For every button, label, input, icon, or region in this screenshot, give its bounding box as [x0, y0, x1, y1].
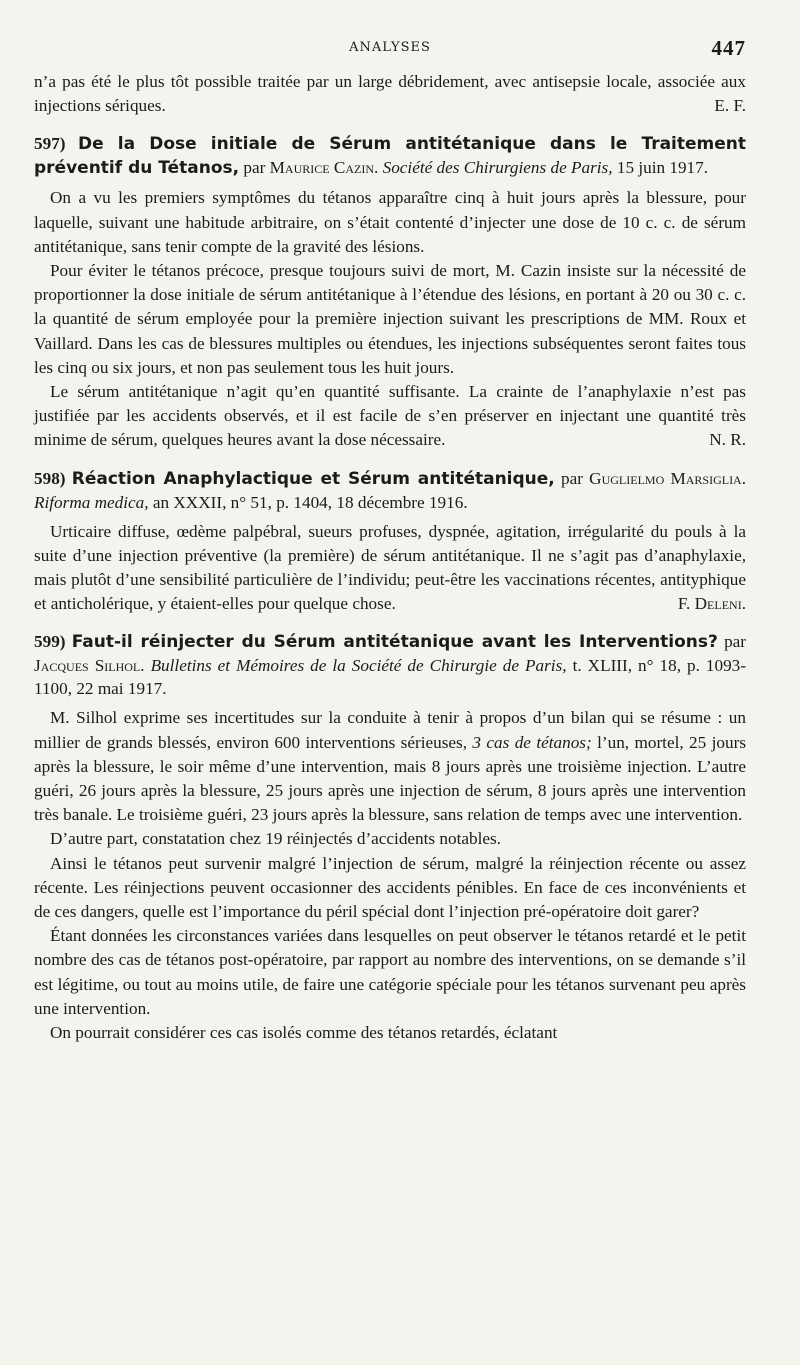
signature: F. Deleni.: [677, 594, 746, 614]
running-title: ANALYSES: [349, 40, 431, 55]
entry-source: Société des Chirurgiens de Paris,: [382, 158, 613, 178]
paragraph: Étant données les circonstances variées dans lesquelles on peut observer le tétanos retardé et le petit nombre des cas de tétanos post-opératoire, par rapport au nombre des interventions, on se demande s’il est légitime, ou tout au moins utile, de faire une catégorie spéciale pour les tétanos survenant peu après une intervention.: [34, 926, 746, 1018]
paragraph: On pourrait considérer ces cas isolés comme des tétanos retardés, éclatant: [50, 1023, 558, 1043]
entry-597: [34, 132, 746, 452]
entry-number: 598): [34, 468, 66, 488]
continuation-paragraph: n’a pas été le plus tôt possible traitée par un large débridement, avec antisepsie locale, associée aux injections sériques. E. F.: [34, 70, 746, 118]
entry-source: Riforma medica,: [34, 492, 149, 512]
entry-heading: 597) De la Dose initiale de Sérum antitétanique dans le Traitement préventif du Tétanos, par Maurice Cazin. Société des Chirurgiens de Paris, 15 juin 1917.: [34, 134, 747, 179]
entry-heading: 599) Faut-il réinjecter du Sérum antitétanique avant les Interventions? par Jacques Silhol. Bulletins et Mémoires de la Société de Chirurgie de Paris, t. XLIII, n° 18, p. 1093-1100, 22 mai 1917.: [34, 632, 747, 699]
signature: N. R.: [709, 430, 746, 450]
paragraph: M. Silhol exprime ses incertitudes sur la conduite à tenir à propos d’un bilan qui se résume : un millier de grands blessés, environ 600 interventions sérieuses, 3 cas de tétanos; l’un, mortel, 25 jours après la blessure, le soir même d’une intervention, mais 8 jours après une troisième injection. L’autre guéri, 26 jours après la blessure, 25 jours après une injection de sérum, 8 jours après une intervention très banale. Le troisième guéri, 23 jours après la blessure, sans relation de temps avec une intervention.: [34, 708, 747, 825]
paragraph: Le sérum antitétanique n’agit qu’en quantité suffisante. La crainte de l’anaphylaxie n’est pas justifiée par les accidents observés, et il est facile de s’en préserver en injectant une quantité très minime de sérum, quelques heures avant la dose nécessaire. N. R.: [34, 380, 746, 453]
paragraph: On a vu les premiers symptômes du tétanos apparaître cinq à huit jours après la blessure, pour laquelle, suivant une habitude arbitraire, on s’était contenté d’injecter une dose de 10 c. c. de sérum antitétanique, sans tenir compte de la gravité des lésions.: [34, 188, 746, 256]
entry-source: Bulletins et Mémoires de la Société de Chirurgie de Paris,: [150, 656, 567, 676]
entry-author: Guglielmo Marsiglia.: [589, 468, 747, 488]
entry-heading: 598) Réaction Anaphylactique et Sérum antitétanique, par Guglielmo Marsiglia. Riforma medica, an XXXII, n° 51, p. 1404, 18 décembre 1916.: [34, 468, 747, 512]
entry-number: 599): [34, 632, 66, 652]
page-number: 447: [711, 36, 746, 60]
entry-title: De la Dose initiale de Sérum antitétanique dans le Traitement préventif du Tétanos,: [34, 134, 747, 179]
paragraph: Pour éviter le tétanos précoce, presque toujours suivi de mort, M. Cazin insiste sur la nécessité de proportionner la dose initiale de sérum antitétanique à l’étendue des lésions, en portant à 20 ou 30 c. c. la quantité de sérum employée pour la première injection suivant les prescriptions de MM. Roux et Vaillard. Dans les cas de blessures multiples ou étendues, les injections subséquentes seront faites tous les cinq ou six jours, et non pas seulement tous les huit jours.: [34, 261, 746, 377]
entry-number: 597): [34, 134, 66, 154]
entry-599: [34, 630, 746, 1045]
paragraph: Ainsi le tétanos peut survenir malgré l’injection de sérum, malgré la réinjection récente ou assez récente. Les réinjections peuvent occasionner des accidents pénibles. En face de ces inconvénients et de ces dangers, quelle est l’importance du péril spécial dont l’injection pré-opératoire doit garer?: [34, 853, 746, 922]
entry-author: Jacques Silhol.: [34, 656, 145, 676]
entry-author: Maurice Cazin.: [269, 158, 379, 178]
running-header: [34, 36, 746, 70]
paragraph: Urticaire diffuse, œdème palpébral, sueurs profuses, dyspnée, agitation, irrégularité du pouls à la suite d’une injection préventive (la première) de sérum antitétanique. Il ne s’agit pas d’anaphylaxie, mais plutôt d’une sensibilité particulière de l’individu; peut-être les vaccinations récentes, antityphique et anticholérique, y étaient-elles pour quelque chose. F. Deleni.: [34, 520, 746, 617]
entry-title: Faut-il réinjecter du Sérum antitétanique avant les Interventions?: [71, 632, 718, 653]
entry-598: [34, 467, 746, 617]
entry-title: Réaction Anaphylactique et Sérum antitétanique,: [71, 468, 555, 489]
signature: E. F.: [714, 96, 746, 116]
paragraph: D’autre part, constatation chez 19 réinjectés d’accidents notables.: [50, 829, 501, 849]
